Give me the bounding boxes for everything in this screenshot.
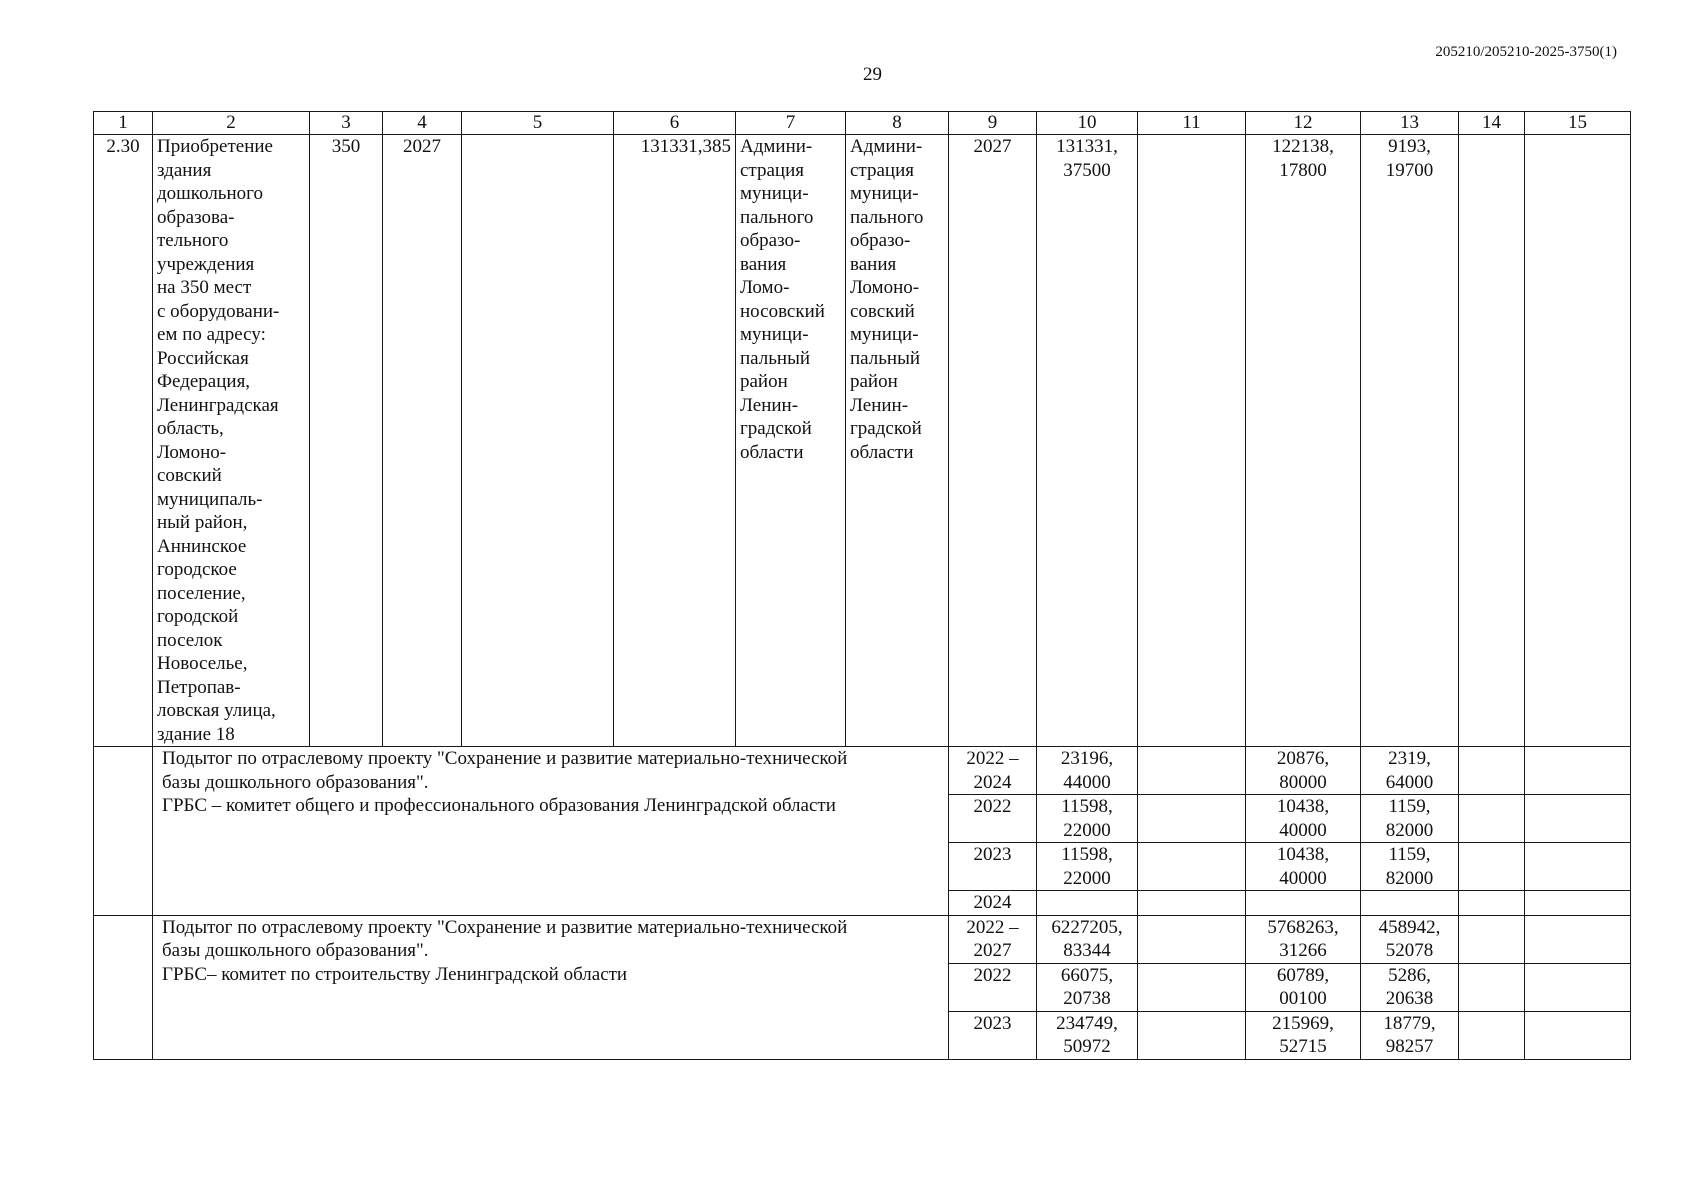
local-cell: 5286, 20638 xyxy=(1361,963,1459,1011)
total-cell: 23196, 44000 xyxy=(1037,747,1138,795)
empty-cell xyxy=(1525,747,1631,795)
column-header: 4 xyxy=(383,112,462,135)
total-cell: 66075, 20738 xyxy=(1037,963,1138,1011)
empty-cell xyxy=(1459,795,1525,843)
period-cell: 2027 xyxy=(949,135,1037,747)
empty-cell xyxy=(462,135,614,747)
period-cell: 2022 xyxy=(949,795,1037,843)
column-numbers-row xyxy=(94,112,1631,135)
local-cell: 1159, 82000 xyxy=(1361,795,1459,843)
local-cell: 18779, 98257 xyxy=(1361,1011,1459,1059)
subtotal-title: Подытог по отраслевому проекту "Сохранение и развитие материально-технической базы дошкольного образования". ГРБС – комитет общего и профессионального образования Ленинградской области xyxy=(153,747,949,916)
regional-cell: 20876, 80000 xyxy=(1246,747,1361,795)
total-cell: 11598, 22000 xyxy=(1037,843,1138,891)
column-header: 7 xyxy=(736,112,846,135)
period-cell: 2022 – 2027 xyxy=(949,915,1037,963)
total-cell: 11598, 22000 xyxy=(1037,795,1138,843)
regional-cell: 10438, 40000 xyxy=(1246,843,1361,891)
empty-cell xyxy=(1525,843,1631,891)
empty-cell xyxy=(1525,135,1631,747)
empty-cell xyxy=(1459,747,1525,795)
empty-cell xyxy=(1138,795,1246,843)
empty-cell xyxy=(94,915,153,1059)
period-cell: 2022 xyxy=(949,963,1037,1011)
regional-cell: 122138, 17800 xyxy=(1246,135,1361,747)
period-cell: 2023 xyxy=(949,843,1037,891)
regional-cell xyxy=(1246,891,1361,916)
column-header: 15 xyxy=(1525,112,1631,135)
column-header: 1 xyxy=(94,112,153,135)
empty-cell xyxy=(1138,747,1246,795)
empty-cell xyxy=(1138,1011,1246,1059)
empty-cell xyxy=(1138,915,1246,963)
period-cell: 2024 xyxy=(949,891,1037,916)
regional-cell: 5768263, 31266 xyxy=(1246,915,1361,963)
total-cell: 234749, 50972 xyxy=(1037,1011,1138,1059)
total-cell: 131331, 37500 xyxy=(1037,135,1138,747)
regional-cell: 10438, 40000 xyxy=(1246,795,1361,843)
empty-cell xyxy=(1525,915,1631,963)
total-cell xyxy=(1037,891,1138,916)
budget-table xyxy=(93,111,1631,1060)
table-row-2-30 xyxy=(94,135,1631,747)
local-cell xyxy=(1361,891,1459,916)
empty-cell xyxy=(1525,795,1631,843)
empty-cell xyxy=(1459,891,1525,916)
regional-cell: 215969, 52715 xyxy=(1246,1011,1361,1059)
local-cell: 2319, 64000 xyxy=(1361,747,1459,795)
empty-cell xyxy=(1525,891,1631,916)
column-header: 13 xyxy=(1361,112,1459,135)
period-cell: 2023 xyxy=(949,1011,1037,1059)
local-cell: 458942, 52078 xyxy=(1361,915,1459,963)
column-header: 9 xyxy=(949,112,1037,135)
year-cell: 2027 xyxy=(383,135,462,747)
empty-cell xyxy=(94,747,153,916)
column-header: 8 xyxy=(846,112,949,135)
column-header: 11 xyxy=(1138,112,1246,135)
column-header: 14 xyxy=(1459,112,1525,135)
empty-cell xyxy=(1525,1011,1631,1059)
page-number: 29 xyxy=(863,64,882,85)
empty-cell xyxy=(1459,915,1525,963)
column-header: 12 xyxy=(1246,112,1361,135)
column-header: 10 xyxy=(1037,112,1138,135)
total-cell: 6227205, 83344 xyxy=(1037,915,1138,963)
empty-cell xyxy=(1138,843,1246,891)
column-header: 6 xyxy=(614,112,736,135)
capacity-cell: 350 xyxy=(310,135,383,747)
document-id: 205210/205210-2025-3750(1) xyxy=(1435,44,1617,60)
subtotal-row xyxy=(94,747,1631,795)
row-number: 2.30 xyxy=(94,135,153,747)
local-cell: 9193, 19700 xyxy=(1361,135,1459,747)
empty-cell xyxy=(1459,135,1525,747)
subtotal-title: Подытог по отраслевому проекту "Сохранение и развитие материально-технической базы дошкольного образования". ГРБС– комитет по строительству Ленинградской области xyxy=(153,915,949,1059)
empty-cell xyxy=(1525,963,1631,1011)
column-header: 3 xyxy=(310,112,383,135)
empty-cell xyxy=(1138,135,1246,747)
developer-cell: Админи- страция муници- пального образо- вания Ломоно- совский муници- пальный район Ленин- градской области xyxy=(846,135,949,747)
local-cell: 1159, 82000 xyxy=(1361,843,1459,891)
empty-cell xyxy=(1459,963,1525,1011)
empty-cell xyxy=(1138,963,1246,1011)
empty-cell xyxy=(1459,1011,1525,1059)
subtotal-row xyxy=(94,915,1631,963)
empty-cell xyxy=(1138,891,1246,916)
cost-cell: 131331,385 xyxy=(614,135,736,747)
object-name: Приобретение здания дошкольного образова- тельного учреждения на 350 мест с оборудовани- ем по адресу: Российская Федерация, Ленинградская область, Ломоно- совский муниципаль- ный район, Аннинское городское поселение, городской поселок Новоселье, Петропав- ловская улица, здание 18 xyxy=(153,135,310,747)
period-cell: 2022 – 2024 xyxy=(949,747,1037,795)
column-header: 5 xyxy=(462,112,614,135)
empty-cell xyxy=(1459,843,1525,891)
regional-cell: 60789, 00100 xyxy=(1246,963,1361,1011)
customer-cell: Админи- страция муници- пального образо- вания Ломо- носовский муници- пальный район Ленин- градской области xyxy=(736,135,846,747)
column-header: 2 xyxy=(153,112,310,135)
